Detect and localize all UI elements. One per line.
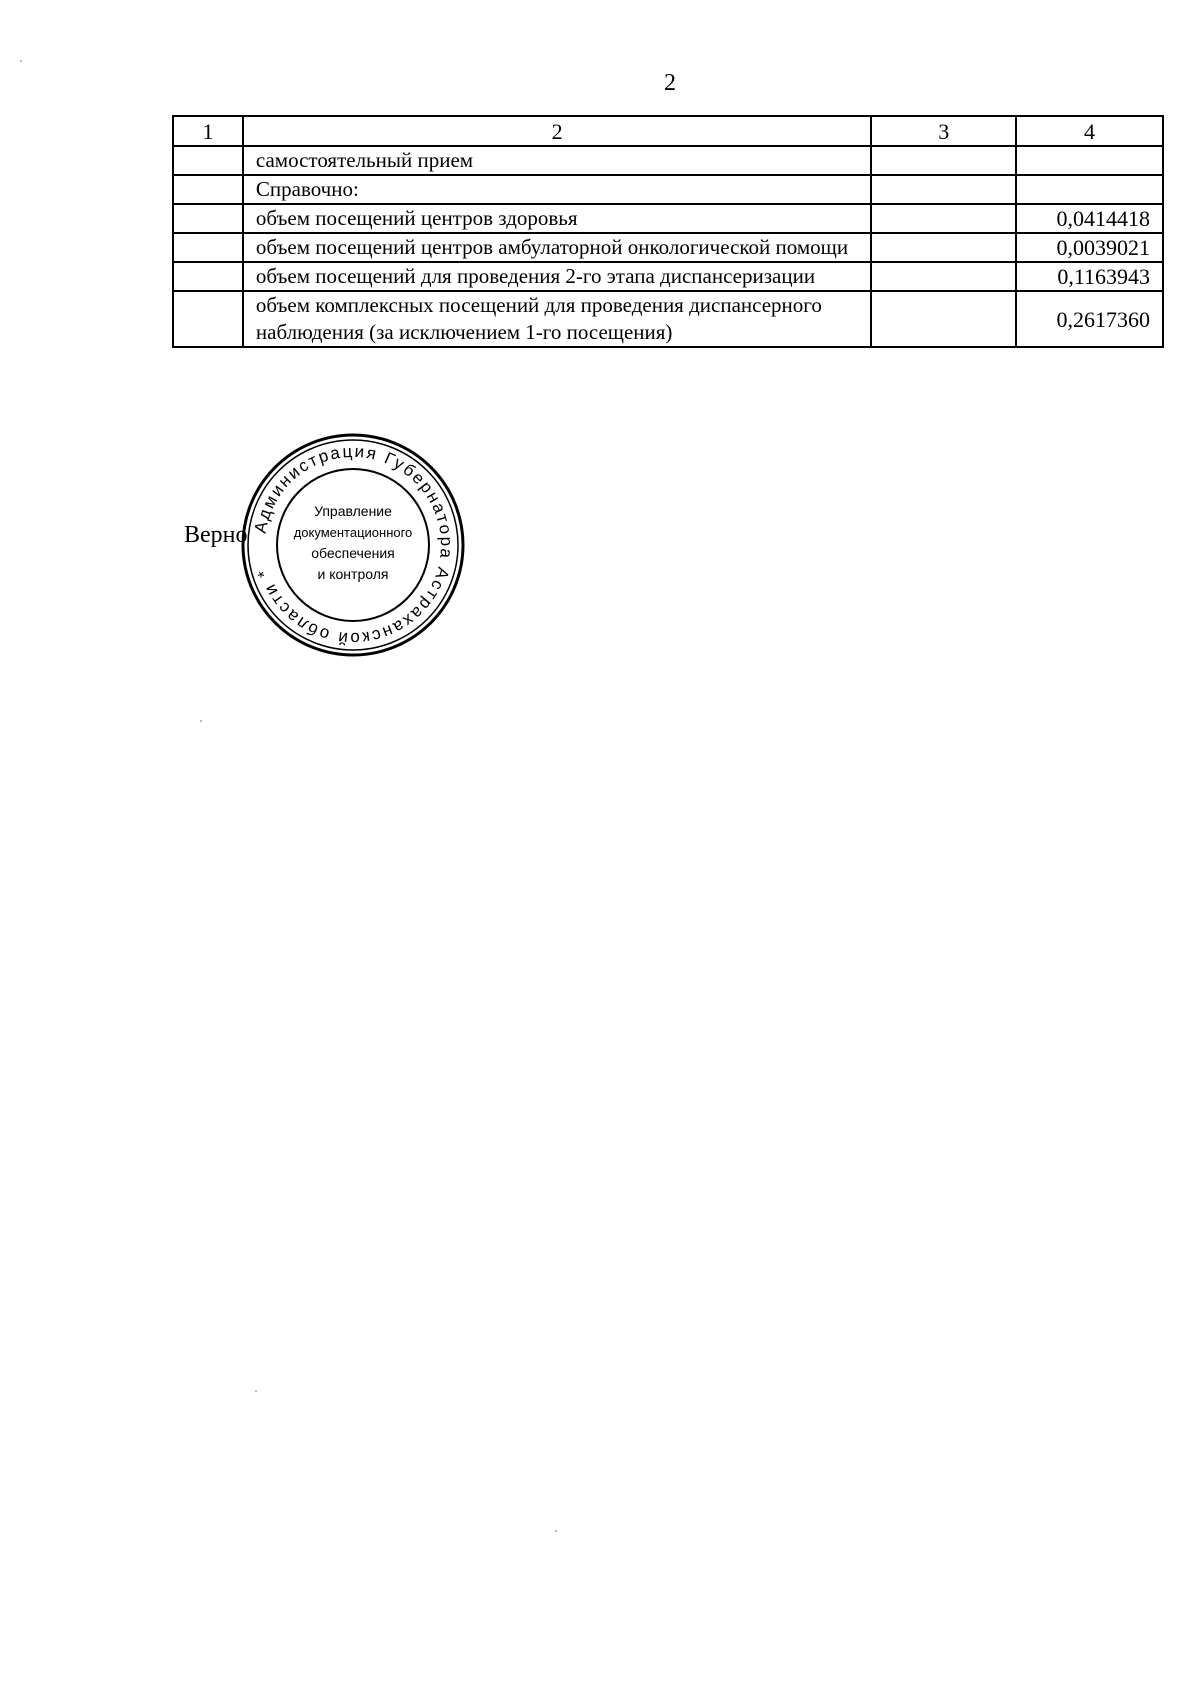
table-cell-num (173, 262, 243, 291)
table-cell-text: Справочно: (243, 175, 872, 204)
table-cell-value: 0,0414418 (1016, 204, 1163, 233)
scan-speck (255, 1390, 257, 1392)
table-row (173, 291, 1163, 347)
table-cell-empty (871, 175, 1016, 204)
table-cell-value: 0,0039021 (1016, 233, 1163, 262)
seal-center-line: Управление (314, 503, 392, 519)
seal-ring-text: Администрация Губернатора Астраханской области * (250, 441, 457, 649)
table-row (173, 262, 1163, 291)
column-header: 2 (243, 116, 872, 146)
table-cell-num (173, 233, 243, 262)
seal-center-line: и контроля (317, 566, 389, 582)
table-cell-empty (871, 204, 1016, 233)
column-header: 1 (173, 116, 243, 146)
column-header: 3 (871, 116, 1016, 146)
table-cell-empty (871, 262, 1016, 291)
table-cell-empty (871, 233, 1016, 262)
table-cell-empty (871, 291, 1016, 347)
table-cell-empty (871, 146, 1016, 175)
table-cell-num (173, 175, 243, 204)
table-row (173, 175, 1163, 204)
column-header: 4 (1016, 116, 1163, 146)
scan-speck (200, 720, 202, 722)
table-cell-num (173, 204, 243, 233)
table-cell-text: объем посещений для проведения 2-го этапа диспансеризации (243, 262, 872, 291)
scan-speck (20, 60, 22, 62)
table-cell-value: 0,1163943 (1016, 262, 1163, 291)
table-cell-num (173, 146, 243, 175)
data-table (172, 115, 1164, 348)
table-cell-value (1016, 175, 1163, 204)
table-cell-text: объем комплексных посещений для проведения диспансерного наблюдения (за исключением 1-го посещения) (243, 291, 872, 347)
table-row (173, 146, 1163, 175)
table-header-row (173, 116, 1163, 146)
table-row (173, 233, 1163, 262)
seal-center-line: документационного (293, 525, 413, 540)
table-cell-text: самостоятельный прием (243, 146, 872, 175)
table-cell-num (173, 291, 243, 347)
verno-label: Верно (184, 522, 248, 548)
scan-speck (555, 1530, 557, 1532)
table-cell-value (1016, 146, 1163, 175)
page-number: 2 (664, 70, 676, 96)
seal-center-line: обеспечения (311, 545, 395, 561)
official-seal-stamp (238, 430, 468, 660)
table-cell-value: 0,2617360 (1016, 291, 1163, 347)
table-cell-text: объем посещений центров здоровья (243, 204, 872, 233)
table-row (173, 204, 1163, 233)
table-cell-text: объем посещений центров амбулаторной онкологической помощи (243, 233, 872, 262)
